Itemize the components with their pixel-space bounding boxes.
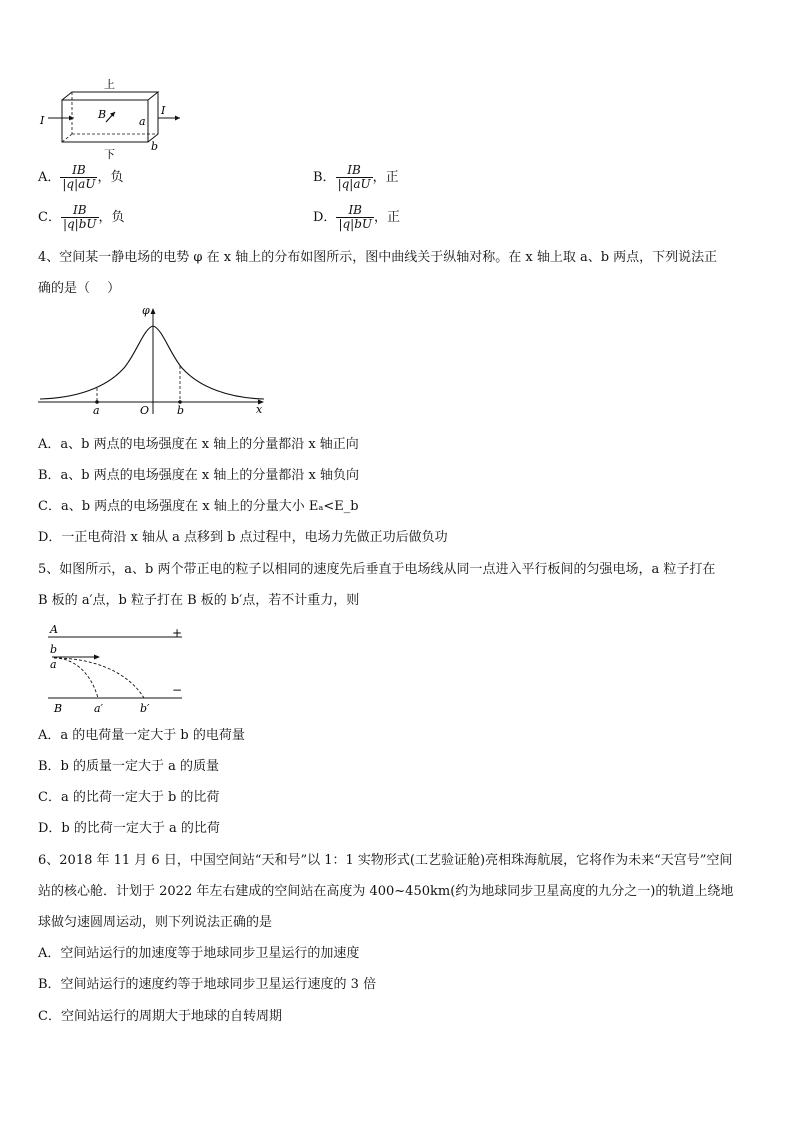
label-a: a [50, 658, 57, 671]
label-origin: O [140, 404, 150, 417]
q5-option-b[interactable]: B．b 的质量一定大于 a 的质量 [38, 759, 220, 774]
q5-option-a[interactable]: A．a 的电荷量一定大于 b 的电荷量 [38, 728, 245, 743]
q3-option-a[interactable]: A． $\frac{IB}{|q|aU}$ ，负 [38, 163, 124, 191]
label-plus: + [172, 626, 183, 640]
label-minus: − [172, 683, 183, 697]
trajectory-b [54, 658, 144, 698]
label-a: a [93, 404, 100, 417]
conductor-top-face [62, 92, 158, 100]
parallel-plates-figure [44, 620, 190, 714]
label-b: b [177, 404, 185, 417]
q5-stem-line2: B 板的 a′点，b 粒子打在 B 板的 b′点，若不计重力，则 [38, 593, 360, 608]
q5-option-d[interactable]: D．b 的比荷一定大于 a 的比荷 [38, 821, 220, 836]
q6-stem-line3: 球做匀速圆周运动，则下列说法正确的是 [38, 915, 273, 930]
label-current-right: I [161, 104, 166, 117]
q5-option-c[interactable]: C．a 的比荷一定大于 b 的比荷 [38, 790, 220, 805]
fraction: $\frac{IB}{|q|aU}$ [337, 163, 371, 191]
label-field: B [98, 108, 107, 121]
label-plate-a: A [50, 623, 58, 636]
label-top: 上 [104, 78, 115, 91]
conductor-front-face [62, 100, 148, 142]
q6-option-c[interactable]: C．空间站运行的周期大于地球的自转周期 [38, 1009, 282, 1024]
fraction: $\frac{IB}{|q|aU}$ [62, 163, 96, 191]
q4-option-a[interactable]: A．a、b 两点的电场强度在 x 轴上的分量都沿 x 轴正向 [38, 437, 359, 452]
q4-option-b[interactable]: B．a、b 两点的电场强度在 x 轴上的分量都沿 x 轴负向 [38, 468, 359, 483]
potential-graph [36, 300, 268, 418]
q3-option-c[interactable]: C． $\frac{IB}{|q|bU}$ ，负 [38, 203, 125, 231]
q6-stem-line1: 6、2018 年 11 月 6 日，中国空间站“天和号”以 1：1 实物形式(工艺验证舱)亮相珠海航展，它将作为未来“天宫号”空间 [38, 853, 733, 868]
trajectory-a [54, 658, 98, 698]
label-b: b [50, 643, 58, 656]
q4-option-c[interactable]: C．a、b 两点的电场强度在 x 轴上的分量大小 Eₐ<E_b [38, 499, 359, 514]
fraction: $\frac{IB}{|q|bU}$ [62, 203, 97, 231]
fraction: $\frac{IB}{|q|bU}$ [338, 203, 372, 231]
q5-stem-line1: 5、如图所示，a、b 两个带正电的粒子以相同的速度先后垂直于电场线从同一点进入平行板间的匀强电场，a 粒子打在 [38, 562, 716, 577]
q4-option-d[interactable]: D．一正电荷沿 x 轴从 a 点移到 b 点过程中，电场力先做正功后做负功 [38, 530, 448, 545]
hall-effect-figure [34, 74, 184, 160]
label-bottom: 下 [104, 148, 115, 160]
label-a-prime: a′ [94, 702, 104, 714]
label-b-prime: b′ [140, 702, 150, 714]
label-x: x [256, 403, 263, 416]
q4-stem-line1: 4、空间某一静电场的电势 φ 在 x 轴上的分布如图所示，图中曲线关于纵轴对称。在 x 轴上取 a、b 两点，下列说法正 [38, 250, 718, 265]
label-phi: φ [142, 304, 150, 317]
potential-curve [40, 326, 264, 399]
q4-stem-line2: 确的是（ ） [38, 281, 121, 296]
q6-stem-line2: 站的核心舱．计划于 2022 年左右建成的空间站在高度为 400~450km(约为地球同步卫星高度的九分之一)的轨道上绕地 [38, 884, 734, 899]
q3-option-d[interactable]: D． $\frac{IB}{|q|bU}$ ，正 [313, 203, 401, 231]
label-current-left: I [40, 114, 45, 127]
q3-option-b[interactable]: B． $\frac{IB}{|q|aU}$ ，正 [313, 163, 399, 191]
label-b: b [151, 140, 159, 153]
label-plate-b: B [54, 702, 63, 714]
q6-option-b[interactable]: B．空间站运行的速度约等于地球同步卫星运行速度的 3 倍 [38, 977, 377, 992]
conductor-side-face [148, 92, 158, 142]
q6-option-a[interactable]: A．空间站运行的加速度等于地球同步卫星运行的加速度 [38, 946, 360, 961]
label-a: a [139, 115, 146, 128]
